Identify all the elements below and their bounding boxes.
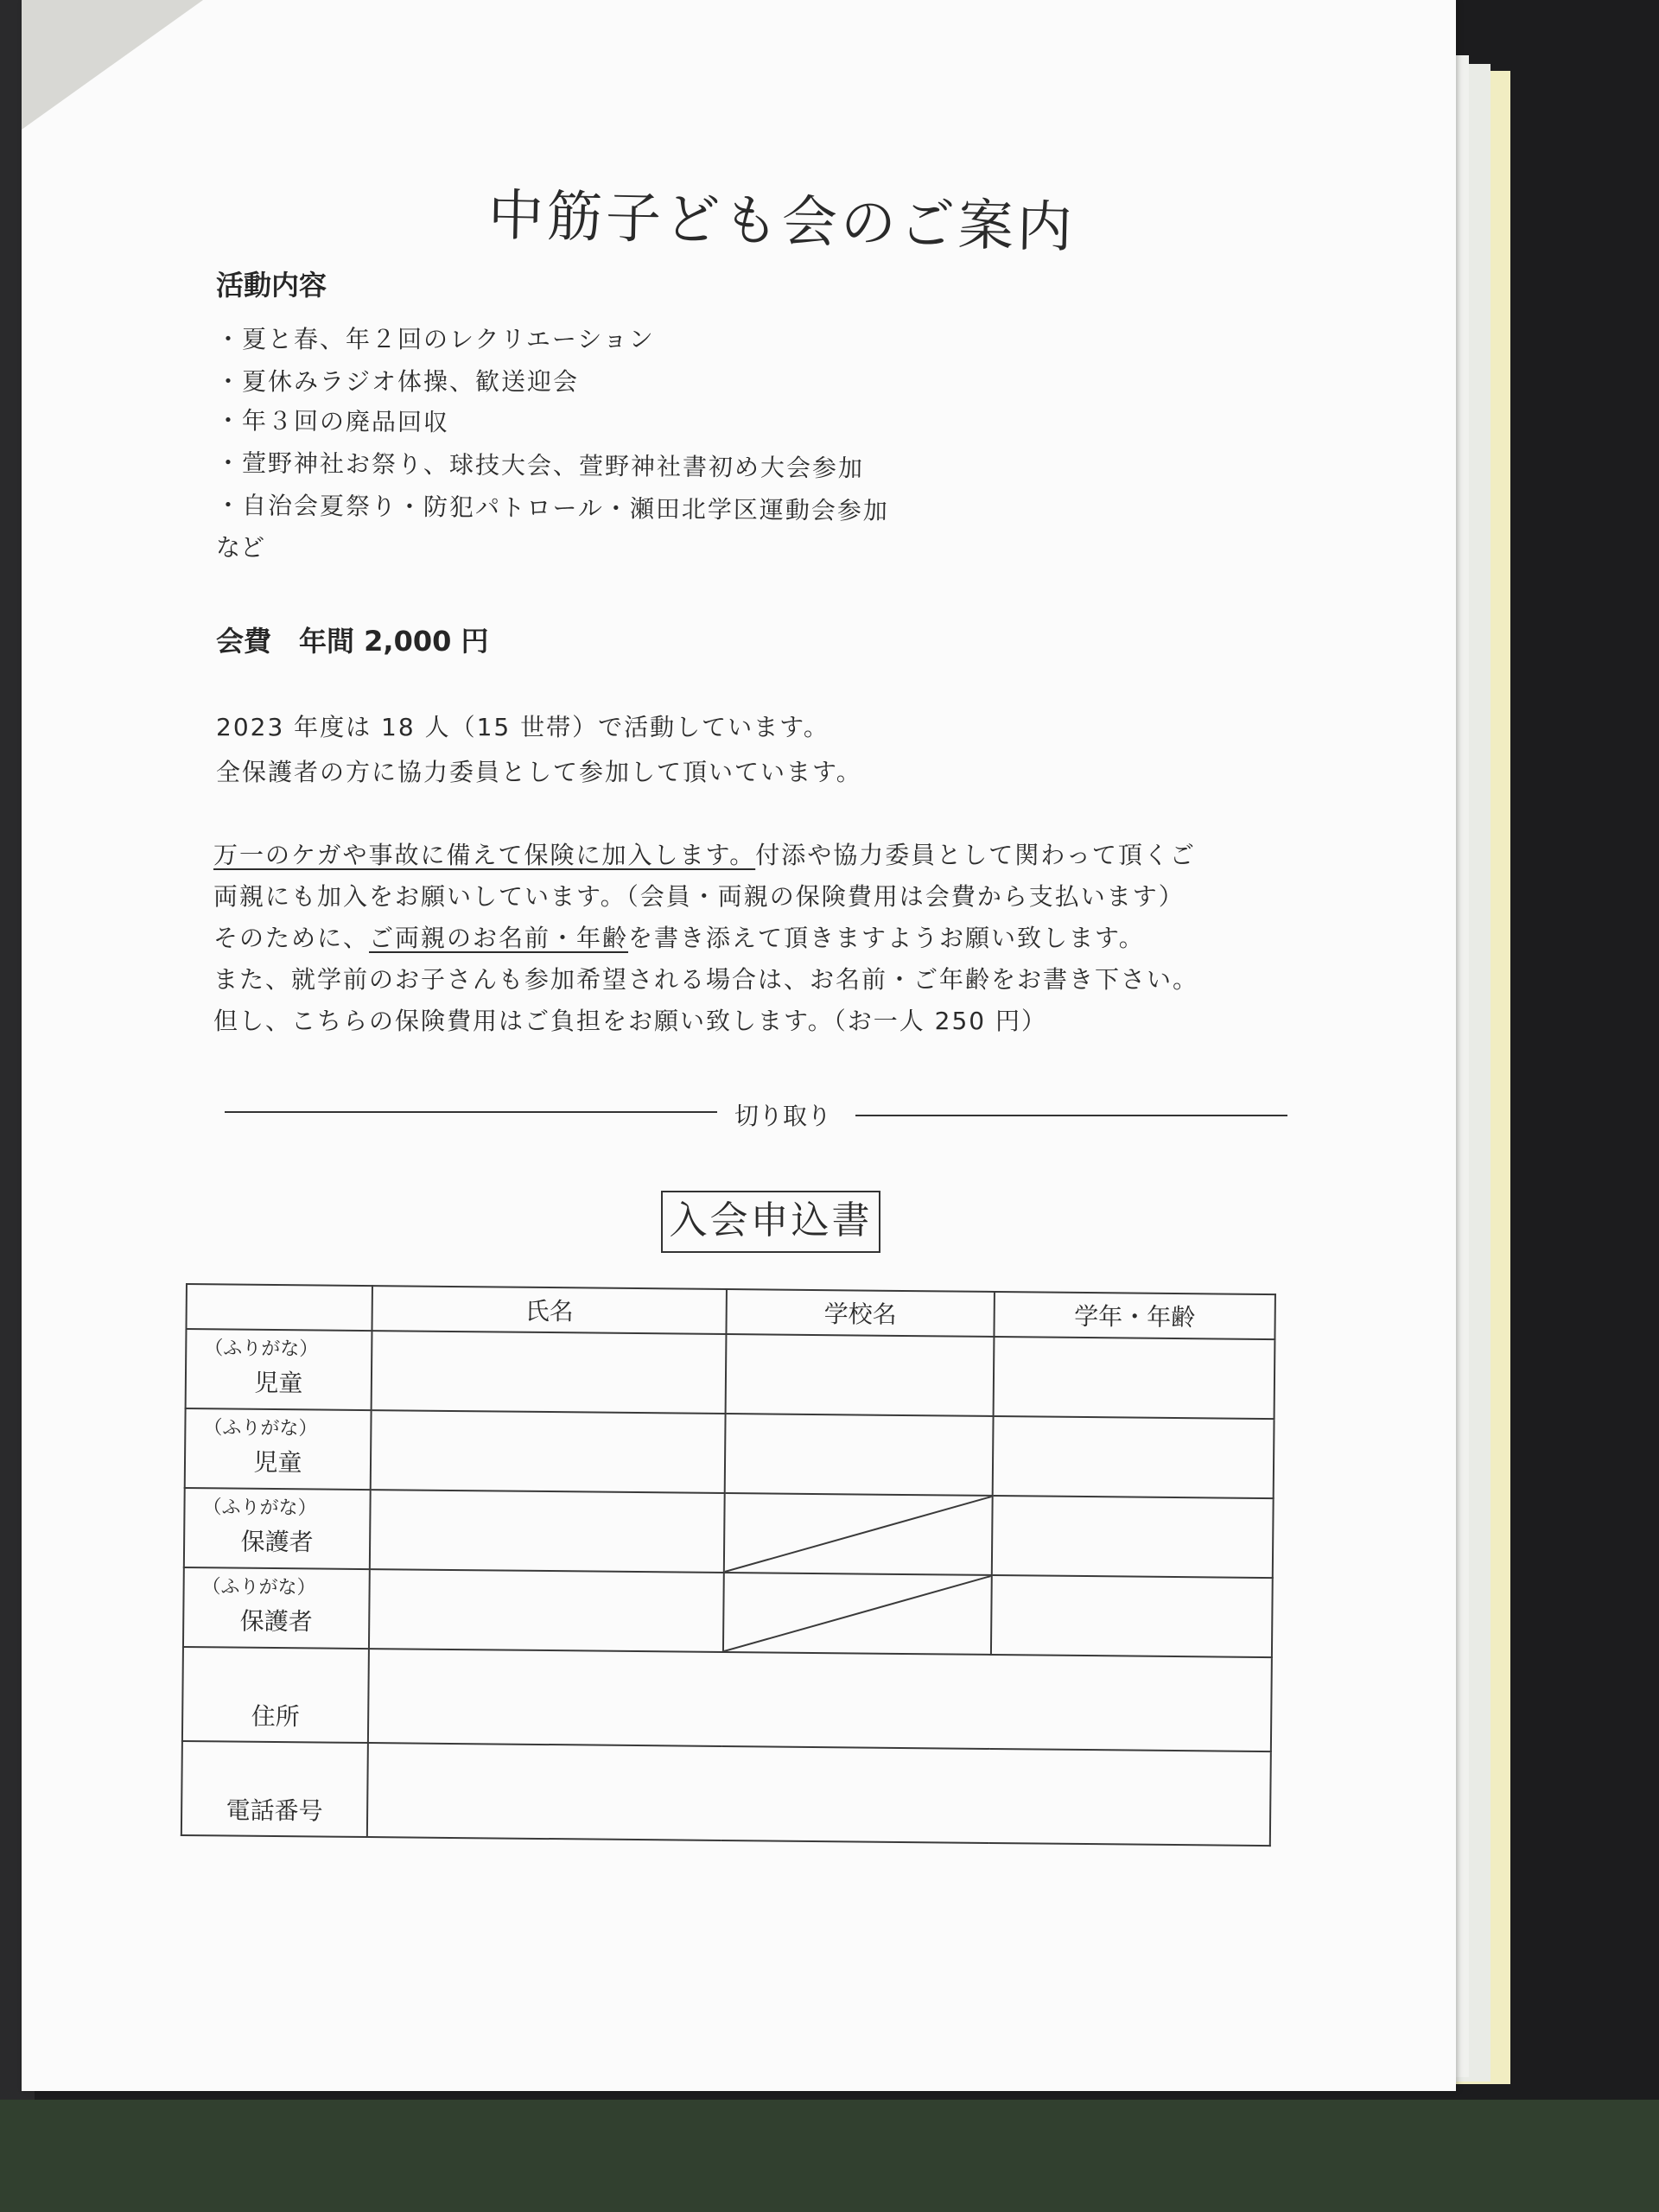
table-row	[185, 1408, 1274, 1498]
cut-line-right	[855, 1115, 1287, 1116]
application-form-table	[181, 1283, 1283, 1833]
row-label	[185, 1408, 372, 1490]
status-line-2: 全保護者の方に協力委員として参加して頂いています。	[216, 758, 862, 786]
phone-label: 電話番号	[181, 1741, 368, 1837]
grade-age-cell[interactable]	[991, 1575, 1273, 1657]
furigana-label: （ふりがな）	[202, 1497, 317, 1520]
furigana-label: （ふりがな）	[201, 1576, 316, 1599]
header-cell-school: 学校名	[726, 1289, 994, 1337]
school-cell-crossed	[724, 1493, 993, 1575]
furigana-label: （ふりがな）	[203, 1417, 318, 1440]
table-row	[183, 1567, 1273, 1657]
school-cell[interactable]	[726, 1334, 995, 1416]
school-cell-crossed	[723, 1573, 992, 1655]
flyer-page	[22, 0, 1456, 2091]
list-item: ・萱野神社お祭り、球技大会、萱野神社書初め大会参加	[215, 448, 865, 483]
insurance-text: そのために、	[213, 924, 370, 952]
list-item: ・年３回の廃品回収	[215, 406, 450, 437]
row-label-text: 保護者	[239, 1606, 313, 1637]
grade-age-cell[interactable]	[992, 1496, 1274, 1578]
header-cell-grade-age: 学年・年齢	[994, 1292, 1274, 1339]
insurance-line-4: また、就学前のお子さんも参加希望される場合は、お名前・ご年齢をお書き下さい。	[213, 965, 1199, 994]
activities-etc: など	[216, 533, 265, 562]
name-cell[interactable]	[370, 1490, 725, 1573]
school-cell[interactable]	[725, 1414, 994, 1496]
insurance-text: 付添や協力委員として関わって頂くご	[755, 841, 1196, 869]
fee-heading: 会費 年間 2,000 円	[216, 625, 489, 658]
table-row	[184, 1488, 1274, 1578]
header-cell-name: 氏名	[372, 1286, 726, 1334]
row-label	[184, 1488, 371, 1569]
row-label-text: 児童	[254, 1368, 303, 1398]
insurance-line-1	[213, 835, 1196, 876]
name-cell[interactable]	[371, 1410, 726, 1493]
page-title: 中筋子ども会のご案内	[487, 183, 1077, 261]
row-label-text: 児童	[253, 1447, 302, 1478]
phone-cell[interactable]	[367, 1743, 1271, 1846]
activities-heading: 活動内容	[216, 269, 327, 302]
insurance-line-3	[213, 918, 1145, 959]
row-label-text: 保護者	[240, 1527, 314, 1557]
address-cell[interactable]	[368, 1649, 1272, 1751]
name-cell[interactable]	[369, 1569, 724, 1652]
cut-label: 切り取り	[734, 1102, 832, 1130]
cut-line-left	[225, 1111, 717, 1113]
underlined-text: ご両親のお名前・年齢	[369, 924, 629, 952]
insurance-text: を書き添えて頂きますようお願い致します。	[628, 924, 1145, 952]
header-cell-blank	[186, 1284, 372, 1331]
underlined-text: 万一のケガや事故に備えて保険に加入します。	[213, 841, 756, 869]
phone-row	[181, 1741, 1271, 1846]
diagonal-strike	[724, 1573, 991, 1654]
address-label: 住所	[182, 1647, 369, 1743]
list-item: ・夏と春、年２回のレクリエーション	[216, 325, 655, 353]
diagonal-strike	[725, 1494, 992, 1574]
grade-age-cell[interactable]	[993, 1416, 1274, 1498]
list-item: ・夏休みラジオ体操、歓送迎会	[216, 367, 580, 396]
row-label	[183, 1567, 370, 1649]
form-title: 入会申込書	[661, 1191, 880, 1253]
list-item: ・自治会夏祭り・防犯パトロール・瀬田北学区運動会参加	[215, 491, 890, 525]
status-line-1: 2023 年度は 18 人（15 世帯）で活動しています。	[216, 713, 830, 741]
name-cell[interactable]	[372, 1331, 727, 1414]
cut-line	[225, 1096, 1287, 1130]
address-row	[182, 1647, 1272, 1751]
desk-mat	[0, 2100, 1659, 2212]
activities-list	[216, 318, 994, 530]
table-row	[186, 1329, 1275, 1419]
insurance-line-2: 両親にも加入をお願いしています。（会員・両親の保険費用は会費から支払います）	[213, 882, 1185, 911]
grade-age-cell[interactable]	[994, 1337, 1275, 1419]
furigana-label: （ふりがな）	[204, 1338, 319, 1361]
insurance-line-5: 但し、こちらの保険費用はご負担をお願い致します。（お一人 250 円）	[213, 1007, 1048, 1035]
folded-corner	[22, 0, 203, 130]
row-label	[186, 1329, 372, 1410]
